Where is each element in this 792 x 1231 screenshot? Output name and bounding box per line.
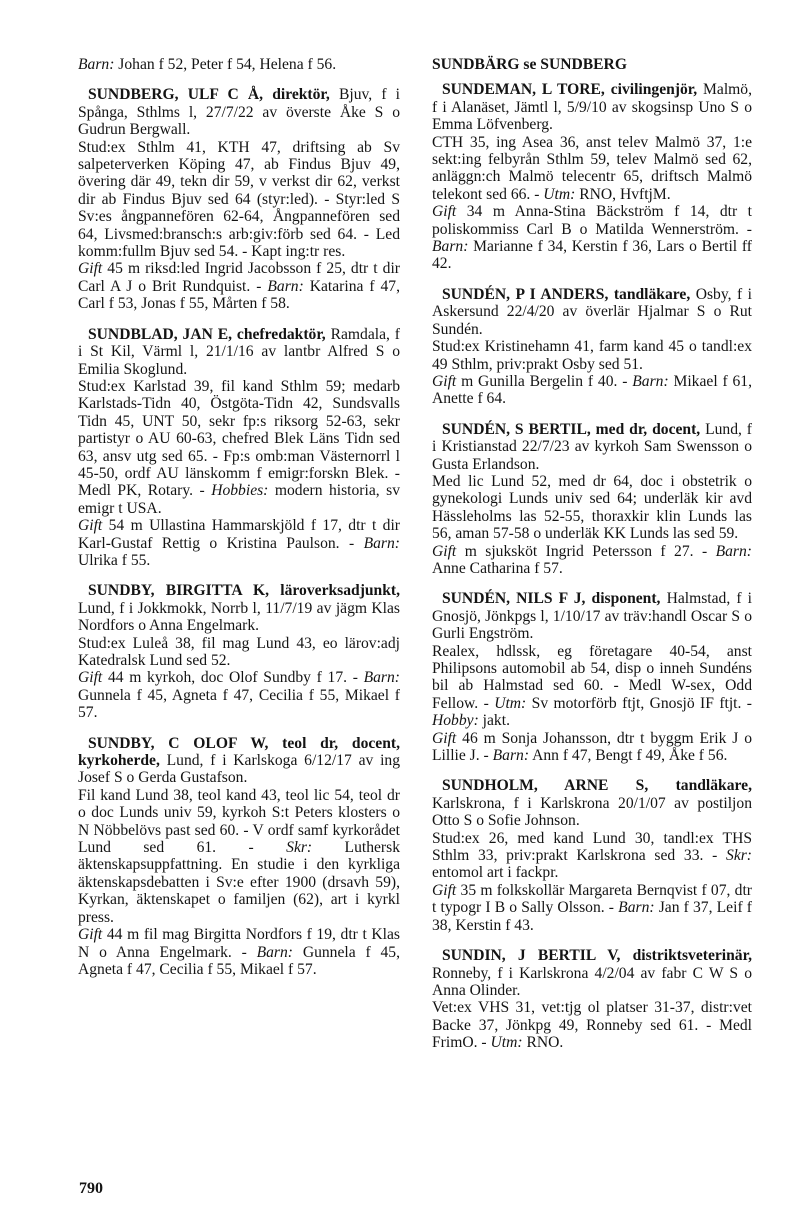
bold-run: läroverksadjunkt, <box>280 582 400 600</box>
entry-heading <box>432 286 752 338</box>
entry-paragraph <box>432 830 752 882</box>
text-run: Ann f 47, Bengt f 49, Åke f 56. <box>529 747 728 765</box>
text-run: Karlskrona, f i Karlskrona 20/1/07 av postiljon Otto S o Sofie Johnson. <box>432 794 752 830</box>
entry-paragraph <box>432 373 752 408</box>
text-run: Marianne f 34, Kerstin f 36, Lars o Bertil ff 42. <box>432 238 752 273</box>
label-run: Barn: <box>363 669 400 687</box>
entry-heading <box>432 777 752 829</box>
text-run: Gunnela f 45, Agneta f 47, Cecilia f 55, Mikael f 57. <box>78 686 400 722</box>
text-run: Stud:ex Luleå 38, fil mag Lund 43, eo lärov:adj Katedralsk Lund sed 52. <box>78 634 400 669</box>
label-run: Gift <box>432 729 457 747</box>
text-run: Stud:ex 26, med kand Lund 30, tandl:ex THS Sthlm 33, priv:prakt Karlskrona sed 33. - <box>432 829 752 865</box>
bold-run: SUNDBERG, ULF C Å, <box>88 86 264 104</box>
label-run: Barn: <box>632 372 669 390</box>
label-run: Utm: <box>494 694 527 712</box>
entry-paragraph <box>78 260 400 312</box>
entry-heading <box>432 590 752 642</box>
bold-run: med dr, docent, <box>595 420 701 438</box>
entry-paragraph <box>78 787 400 926</box>
entry-helena-tail <box>78 56 400 73</box>
label-run: Barn: <box>432 238 469 256</box>
text-run: Realex, hdlssk, eg företagare 40-54, anst Philipsons automobil ab 54, disp o inneh Sundéns bil ab Halmstad sed 60. - Medl W-sex, Odd Fellow. - <box>432 642 752 712</box>
text-run: Ramdala, f i St Kil, Värml l, 21/1/16 av lantbr Alfred S o Emilia Skoglund. <box>78 325 400 378</box>
entry-paragraph <box>432 203 752 273</box>
bold-run: SUNDHOLM, ARNE S, <box>442 777 649 795</box>
bold-run: distriktsveterinär, <box>632 947 752 965</box>
text-run: Jan f 37, Leif f 38, Kerstin f 43. <box>432 899 752 934</box>
entry-heading <box>78 86 400 138</box>
text-run <box>263 86 272 103</box>
text-run: Stud:ex Sthlm 41, KTH 47, driftsing ab Sv salpeterverken Köping 47, ab Findus Bjuv 49, övering där 49, tekn dir 59, v verkst dir 62, verkst dir ab Findus Bjuv sed 64 (styr:led). - Styr:led S Sv:es ångpannefören 62-64, Ångpannefören sed 64, Livsmed:bransch:s arb:giv:förb sed 64. - Led komm:fullm Bjuv sed 54. - Kapt ing:tr res. <box>78 138 400 261</box>
label-run: Barn: <box>363 534 400 552</box>
text-run: 35 m folkskollär Margareta Bernqvist f 07, dtr t typogr I B o Sally Olsson. - <box>432 881 752 917</box>
label-run: Skr: <box>286 839 313 857</box>
entry-paragraph <box>432 338 752 373</box>
bold-run: SUNDBY, BIRGITTA K, <box>88 582 270 600</box>
entry-paragraph <box>432 882 752 934</box>
text-run: Mikael f 61, Anette f 64. <box>432 372 752 408</box>
entry-heading <box>78 582 400 634</box>
text-run: 44 m fil mag Birgitta Nordfors f 19, dtr t Klas N o Anna Engelmark. - <box>78 926 400 961</box>
text-run: Osby, f i Askersund 22/4/20 av överlär Hjalmar S o Rut Sundén. <box>432 285 752 338</box>
bold-run: civilingenjör, <box>610 81 698 99</box>
label-run: Hobby: <box>432 712 479 730</box>
text-run: Katarina f 47, Carl f 53, Jonas f 55, Mårten f 58. <box>78 277 401 313</box>
bold-run: SUNDÉN, S BERTIL, <box>442 420 591 438</box>
label-run: Utm: <box>543 185 576 203</box>
entry-sunden-bertil <box>432 421 752 578</box>
text-run: Lund, f i Kristianstad 22/7/23 av kyrkoh Sam Swensson o Gusta Erlandson. <box>432 420 752 473</box>
entry-heading <box>78 735 400 787</box>
label-run: Utm: <box>490 1034 523 1052</box>
entry-paragraph <box>78 56 400 73</box>
bold-run: SUNDBLAD, JAN E, <box>88 325 233 343</box>
entry-paragraph <box>432 999 752 1051</box>
entry-sunden-anders <box>432 286 752 408</box>
text-run <box>268 735 282 752</box>
entry-sundeman-tore <box>432 81 752 272</box>
text-run: CTH 35, ing Asea 36, anst telev Malmö 37, 1:e sekt:ing felbyrån Sthlm 59, telev Malmö sed 62, anläggn:ch Malmö telecentr 65, driftsch Malmö telekont sed 66. - <box>432 133 752 203</box>
right-column <box>432 56 752 1065</box>
entry-paragraph <box>78 635 400 670</box>
bold-run: SUNDEMAN, L TORE, <box>442 81 605 99</box>
label-run: Hobbies: <box>211 482 269 500</box>
bold-run: SUNDÉN, P I ANDERS, <box>442 285 609 303</box>
text-run: 34 m Anna-Stina Bäckström f 14, dtr t poliskommiss Carl B o Matilda Wennerström. - <box>432 203 752 238</box>
entry-heading <box>432 947 752 999</box>
entry-paragraph <box>432 643 752 730</box>
entry-sundby-olof <box>78 735 400 979</box>
label-run: Barn: <box>492 747 530 765</box>
bold-run: teol dr, docent, kyrkoherde, <box>78 734 400 770</box>
label-run: Gift <box>78 517 103 535</box>
entry-paragraph <box>432 134 752 204</box>
label-run: Gift <box>432 881 457 899</box>
text-run: Sv motorförb ftjt, Gnosjö IF ftjt. - <box>526 694 752 712</box>
text-run: modern historia, sv emigr t USA. <box>78 482 400 517</box>
entry-paragraph <box>78 139 400 261</box>
bold-run: SUNDBY, C OLOF W, <box>88 734 269 752</box>
text-run <box>620 947 632 964</box>
text-run: Bjuv, f i Spånga, Sthlms l, 27/7/22 av överste Åke S o Gudrun Bergwall. <box>78 86 400 139</box>
bold-run: tandläkare, <box>613 285 691 303</box>
text-run: Anne Catharina f 57. <box>432 559 563 577</box>
text-run: Vet:ex VHS 31, vet:tjg ol platser 31-37, distr:vet Backe 37, Jönkpg 49, Ronneby sed 61. - Medl FrimO. - <box>432 999 752 1052</box>
text-run: Halmstad, f i Gnosjö, Jönkpgs l, 1/10/17 av träv:handl Oscar S o Gurli Engström. <box>432 590 752 643</box>
bold-run: chefredaktör, <box>236 325 326 343</box>
cross-reference-header: SUNDBÄRG se SUNDBERG <box>432 56 627 73</box>
label-run: Barn: <box>267 277 304 295</box>
entry-sundblad-jan <box>78 326 400 570</box>
text-run <box>269 582 280 599</box>
bold-run: SUNDIN, J BERTIL V, <box>442 947 621 965</box>
text-run: RNO. <box>522 1034 564 1052</box>
right-column-entries <box>432 81 752 1051</box>
entry-sundholm-arne <box>432 777 752 934</box>
label-run: Gift <box>78 926 103 944</box>
text-run: Malmö, f i Alanäset, Jämtl l, 5/9/10 av skogsinsp Uno S o Emma Löfvenberg. <box>432 81 752 134</box>
text-run: Stud:ex Karlstad 39, fil kand Sthlm 59; medarb Karlstads-Tidn 40, Östgöta-Tidn 42, Sundsvalls Tidn 45, UNT 50, sekr fp:s riksorg 52-63, sekr partistyr o AU 60-63, chefred Blek Läns Tidn sed 63, ansv utg sed 65. - Fp:s omb:man Västernorrl l 45-50, ordf AU länskomm f emigr:forskn Blek. - Medl PK, Rotary. - <box>78 377 400 500</box>
entry-heading <box>78 326 400 378</box>
label-run: Barn: <box>618 899 655 917</box>
left-column <box>78 56 400 991</box>
text-run <box>648 777 675 794</box>
label-run: Barn: <box>78 56 115 73</box>
text-run: m sjuksköt Ingrid Petersson f 27. - <box>456 542 716 560</box>
text-run: Stud:ex Kristinehamn 41, farm kand 45 o tandl:ex 49 Sthlm, priv:prakt Osby sed 51. <box>432 338 752 373</box>
text-run: Lund, f i Jokkmokk, Norrb l, 11/7/19 av jägm Klas Nordfors o Anna Engelmark. <box>78 599 400 635</box>
text-run: Ronneby, f i Karlskrona 4/2/04 av fabr C W S o Anna Olinder. <box>432 964 752 999</box>
entry-sundberg-ulf <box>78 86 400 312</box>
page-number: 790 <box>79 1180 103 1197</box>
entry-sunden-nils <box>432 590 752 764</box>
text-run: m Gunilla Bergelin f 40. - <box>456 372 633 390</box>
bold-run: disponent, <box>591 590 661 608</box>
entry-paragraph <box>432 730 752 765</box>
text-run: jakt. <box>478 712 510 730</box>
text-run: 45 m riksd:led Ingrid Jacobsson f 25, dtr t dir Carl A J o Brit Rundquist. - <box>78 260 400 295</box>
entry-paragraph <box>432 543 752 578</box>
entry-paragraph <box>78 926 400 978</box>
entry-paragraph <box>432 473 752 543</box>
bold-run: SUNDÉN, NILS F J, <box>442 590 586 608</box>
entry-sundin-bertil <box>432 947 752 1051</box>
entry-sundby-birgitta <box>78 582 400 721</box>
text-run: 46 m Sonja Johansson, dtr t byggm Erik J o Lillie J. - <box>432 729 752 765</box>
text-run: 44 m kyrkoh, doc Olof Sundby f 17. - <box>102 669 364 687</box>
entry-heading <box>432 81 752 133</box>
text-run: Fil kand Lund 38, teol kand 43, teol lic 54, teol dr o doc Lunds univ 59, kyrkoh S:t Peters klosters o N Nöbbelövs past sed 60. - V ordf samf kyrkorådet Lund sed 61. - <box>78 786 400 857</box>
entry-heading <box>432 421 752 473</box>
label-run: Gift <box>78 669 103 687</box>
entry-paragraph <box>78 669 400 721</box>
text-run: entomol art i fackpr. <box>432 864 559 882</box>
label-run: Barn: <box>715 542 752 560</box>
label-run: Gift <box>432 203 457 221</box>
text-run: Ulrika f 55. <box>78 551 151 569</box>
text-run: Lund, f i Karlskoga 6/12/17 av ing Josef S o Gerda Gustafson. <box>78 752 400 787</box>
label-run: Gift <box>432 542 457 560</box>
entry-paragraph <box>78 378 400 517</box>
text-run: Luthersk äktenskapsuppfattning. En studie i den kyrkliga äktenskapsdebatten i Sv:e efter 1900 (drsavh 59), Kyrkan, äktenskapet o familjen (62), art i kyrkl press. <box>78 839 400 926</box>
bold-run: tandläkare, <box>675 777 752 795</box>
label-run: Skr: <box>726 847 752 865</box>
text-run: 54 m Ullastina Hammarskjöld f 17, dtr t dir Karl-Gustaf Rettig o Kristina Paulson. - <box>78 517 400 552</box>
text-run: Gunnela f 45, Agneta f 47, Cecilia f 55, Mikael f 57. <box>78 943 400 978</box>
entry-paragraph <box>78 517 400 569</box>
text-run: Johan f 52, Peter f 54, Helena f 56. <box>114 56 337 73</box>
text-run: RNO, HvftjM. <box>575 185 671 203</box>
bold-run: direktör, <box>272 86 330 104</box>
text-run: Med lic Lund 52, med dr 64, doc i obstetrik o gynekologi Lunds univ sed 64; underläk kir avd Hässleholms las 52-55, thoraxkir klin Lunds las 56, aman 57-58 o underläk KK Lunds las sed 59. <box>432 472 752 543</box>
label-run: Gift <box>78 260 103 278</box>
label-run: Gift <box>432 372 457 390</box>
label-run: Barn: <box>256 943 293 961</box>
